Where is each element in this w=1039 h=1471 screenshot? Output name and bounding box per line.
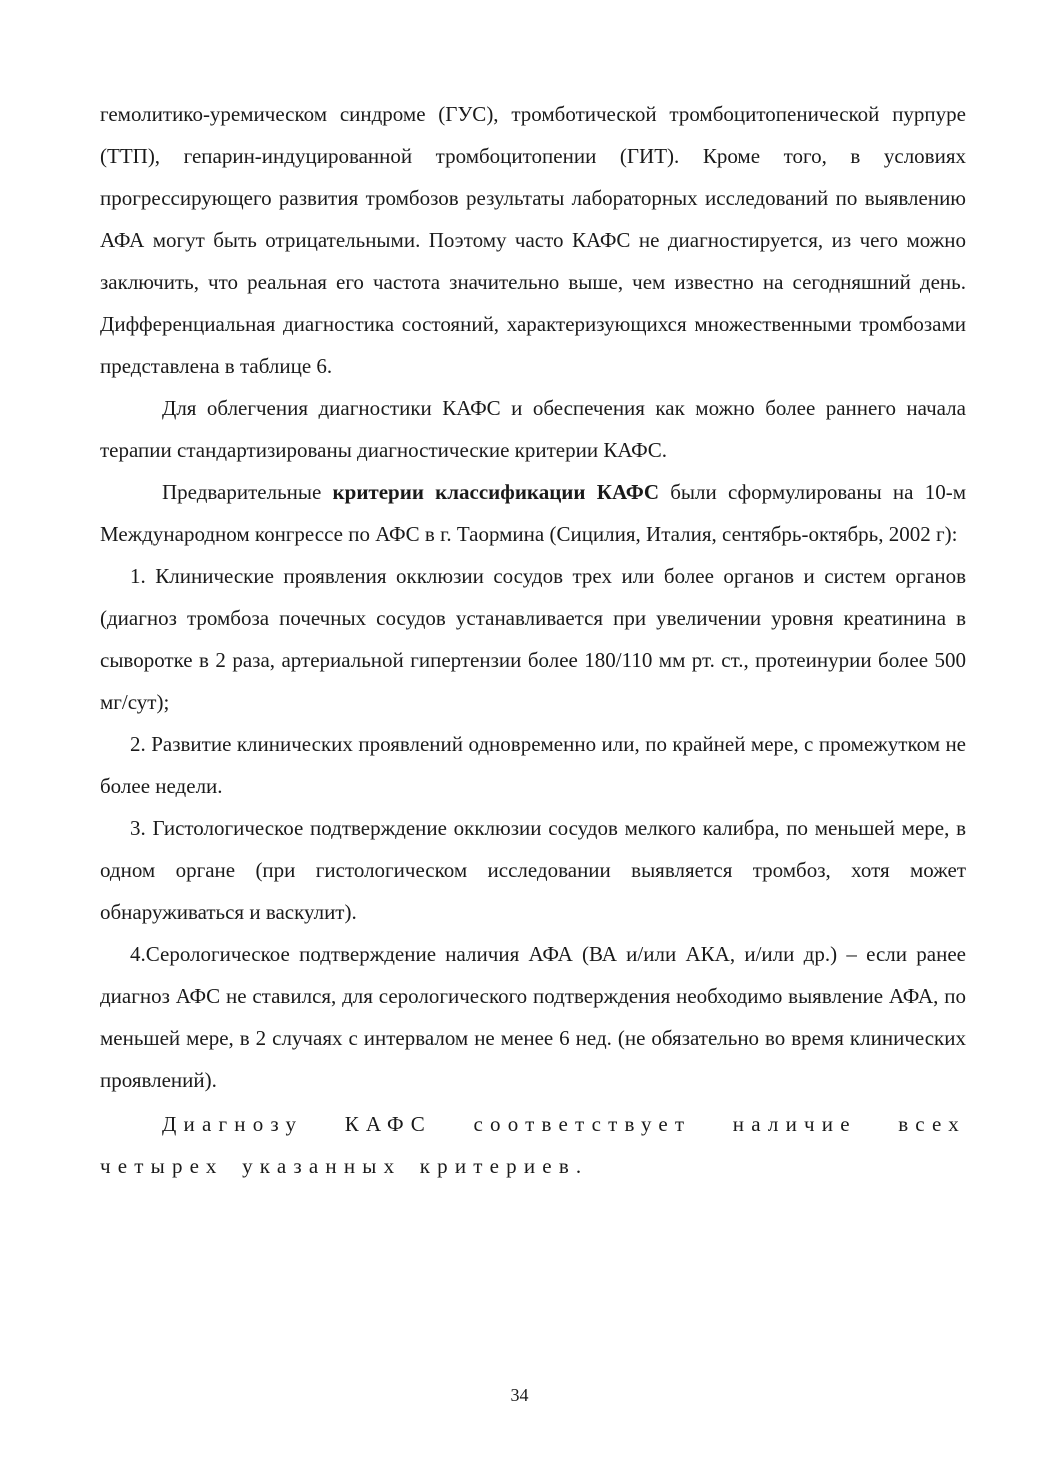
paragraph-conclusion: Диагнозу КАФС соответствует наличие всех четырех указанных критериев. — [100, 1112, 966, 1178]
paragraph-classification-criteria — [100, 471, 966, 555]
page-body — [100, 93, 966, 1187]
page-number: 34 — [510, 1385, 529, 1405]
classification-lead-text: Предварительные — [162, 480, 333, 504]
criterion-item-2: 2. Развитие клинических проявлений одновременно или, по крайней мере, с промежутком не более недели. — [100, 732, 966, 798]
criterion-item-4: 4.Серологическое подтверждение наличия АФА (ВА и/или АКА, и/или др.) – если ранее диагноз АФС не ставился, для серологического подтверждения необходимо выявление АФА, по меньшей мере, в 2 случаях с интервалом не менее 6 нед. (не обязательно во время клинических проявлений). — [100, 942, 966, 1092]
criterion-item-1: 1. Клинические проявления окклюзии сосудов трех или более органов и систем органов (диагноз тромбоза почечных сосудов устанавливается при увеличении уровня креатинина в сыворотке в 2 раза, артериальной гипертензии более 180/110 мм рт. ст., протеинурии более 500 мг/сут); — [100, 564, 966, 714]
classification-tail-text: были сформулированы на 10-м Международном конгрессе по АФС в г. Таормина (Сицилия, Италия, сентябрь-октябрь, 2002 г): — [100, 480, 966, 546]
paragraph-diagnostic-criteria-intro: Для облегчения диагностики КАФС и обеспечения как можно более раннего начала терапии стандартизированы диагностические критерии КАФС. — [100, 396, 966, 462]
classification-criteria-term: критерии классификации КАФС — [332, 480, 659, 504]
criterion-item-3: 3. Гистологическое подтверждение окклюзии сосудов мелкого калибра, по меньшей мере, в одном органе (при гистологическом исследовании выявляется тромбоз, хотя может обнаруживаться и васкулит). — [100, 816, 966, 924]
paragraph-differential-diagnosis: гемолитико-уремическом синдроме (ГУС), тромботической тромбоцитопенической пурпуре (ТТП), гепарин-индуцированной тромбоцитопении (ГИТ). Кроме того, в условиях прогрессирующего развития тромбозов результаты лабораторных исследований по выявлению АФА могут быть отрицательными. Поэтому часто КАФС не диагностируется, из чего можно заключить, что реальная его частота значительно выше, чем известно на сегодняшний день. Дифференциальная диагностика состояний, характеризующихся множественными тромбозами представлена в таблице 6. — [100, 102, 966, 378]
